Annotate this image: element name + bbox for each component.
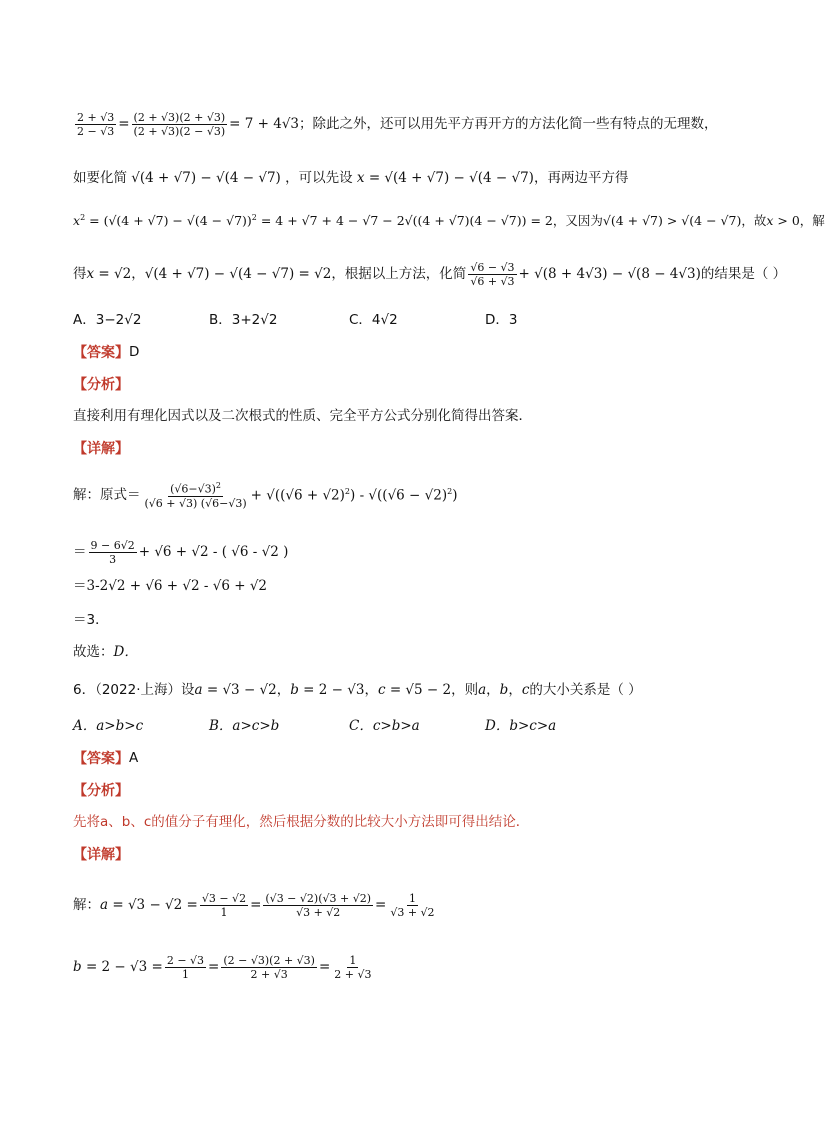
answer-value: A: [129, 750, 139, 767]
fraction: $\frac{√3 - √2}{1}$: [201, 892, 247, 919]
q5-option-d[interactable]: D．3: [485, 312, 518, 328]
q5-solution-1: 解：原式＝ $\frac{(√6-√3)^2}{(√6 + √3) (√6-√3)}$ + $√((√6 + √2)^2) - √((√6 - √2)^2)$: [73, 481, 458, 510]
q6-option-d[interactable]: D．b>c>a: [485, 718, 557, 734]
q5-option-b[interactable]: B．3+2√2: [209, 312, 278, 328]
q5-analysis-tag-line: [73, 378, 129, 392]
q6-detail-tag-line: [73, 848, 129, 862]
intro-text: ，解: [799, 212, 825, 228]
q5-answer-line: [73, 346, 139, 360]
q6-stem-prefix: 6．（2022·上海）设: [73, 682, 195, 698]
intro-line-1: $\frac{2 + √3}{2 - √3}$ = $\frac{(2 + √3)(2 + √3)}{(2 + √3)(2 - √3)}$ = 7 + 4√3 ；除此之外，还可以用先平方再开方的方法化简一些有特点的无理数，: [77, 111, 718, 138]
q6-analysis-tag-line: [73, 784, 129, 798]
intro-text: ；除此之外，还可以用先平方再开方的方法化简一些有特点的无理数，: [299, 115, 718, 132]
q6-options: [73, 720, 556, 734]
equals-sign: ＝: [73, 578, 87, 594]
solution-prefix: 解：: [73, 896, 100, 913]
answer-value: D: [129, 344, 140, 361]
q5-option-c[interactable]: C．4√2: [349, 312, 398, 328]
intro-text: ，再两边平方得: [533, 170, 629, 186]
detail-tag: 【详解】: [73, 847, 129, 863]
fraction: $\frac{(2 - √3)(2 + √3)}{2 + √3}$: [223, 954, 315, 981]
intro-text: 得: [73, 265, 87, 282]
q6-stem-end: 的大小关系是（ ）: [529, 682, 642, 698]
answer-tag: 【答案】: [73, 345, 129, 361]
q5-choice: [73, 646, 138, 660]
answer-tag: 【答案】: [73, 751, 129, 767]
q5-option-a[interactable]: A．3−2√2: [73, 312, 142, 328]
q5-solution-end: ＝3．: [73, 612, 109, 628]
q6-analysis: 先将a、b、c的值分子有理化，然后根据分数的比较大小方法即可得出结论．: [73, 814, 530, 830]
fraction: $\frac{(√6-√3)^2}{(√6 + √3) (√6-√3)}$: [144, 481, 247, 510]
q6-option-b[interactable]: B．a>c>b: [209, 718, 280, 734]
intro-line-3: $x^2 = (√(4 + √7) - √(4 - √7))^2 = 4 + √7 + 4 - √7 - 2√((4 + √7)(4 - √7)) = 2$ ，又因为 √(4 + √7) > √(4 − √7) ，故 x > 0 ，解: [73, 212, 825, 229]
q6-stem: 6．（2022·上海）设 a = √3 − √2 ， b = 2 − √3 ， c = √5 − 2 ，则 a，b，c 的大小关系是（ ）: [73, 682, 642, 698]
q6-solution-a: 解： a = √3 − √2 = $\frac{√3 - √2}{1}$ = $\frac{(√3 - √2)(√3 + √2)}{√3 + √2}$ = $\frac{1}{√3 + √2}$: [73, 892, 435, 919]
intro-line-2: 如要化简 √(4 + √7) − √(4 − √7) ，可以先设 x = √(4 + √7) − √(4 − √7) ，再两边平方得: [73, 170, 629, 186]
fraction: $\frac{1}{2 + √3}$: [334, 954, 372, 981]
q5-solution-2: ＝ $\frac{9 - 6√2}{3}$ + √6 + √2 - ( √6 - √2 ): [73, 539, 289, 566]
intro-text: ，根据以上方法，化简: [331, 265, 467, 282]
comma: ，: [276, 682, 291, 698]
fraction: $\frac{2 + √3}{2 - √3}$: [77, 111, 115, 138]
intro-text: 的结果是（ ）: [700, 265, 787, 282]
q5-detail-tag-line: [73, 442, 129, 456]
intro-text: 如要化简: [73, 170, 127, 186]
detail-tag: 【详解】: [73, 441, 129, 457]
fraction: $\frac{2 - √3}{1}$: [166, 954, 205, 981]
comma: ，: [364, 682, 378, 698]
fraction: $\frac{√6 - √3}{√6 + √3}$: [470, 261, 515, 288]
intro-text: ，又因为: [552, 212, 603, 228]
fraction: $\frac{1}{√3 + √2}$: [390, 892, 435, 919]
intro-text: ，故: [741, 212, 767, 228]
q5-options: [73, 314, 517, 328]
choice-prefix: 故选：: [73, 644, 114, 660]
fraction: $\frac{9 - 6√2}{3}$: [90, 539, 135, 566]
choice-value: D．: [113, 644, 138, 660]
q6-option-c[interactable]: C．c>b>a: [349, 718, 420, 734]
solution-prefix: 解：原式＝: [73, 486, 141, 503]
fraction: $\frac{(√3 - √2)(√3 + √2)}{√3 + √2}$: [265, 892, 372, 919]
q6-answer-line: [73, 752, 138, 766]
fraction: $\frac{(2 + √3)(2 + √3)}{(2 + √3)(2 - √3)}$: [133, 111, 226, 138]
intro-text: ，可以先设: [285, 170, 353, 186]
intro-line-4: 得 x = √2，√(4 + √7) − √(4 − √7) = √2 ，根据以上方法，化简 $\frac{√6 - √3}{√6 + √3}$ + √(8 + 4√3) − √(8 − 4√3) 的结果是（ ）: [73, 261, 787, 288]
comma-then: ，则: [451, 682, 479, 698]
analysis-tag: 【分析】: [73, 783, 129, 799]
analysis-tag: 【分析】: [73, 377, 129, 393]
q6-solution-b: b = 2 − √3 = $\frac{2 - √3}{1}$ = $\frac{(2 - √3)(2 + √3)}{2 + √3}$ = $\frac{1}{2 + √3}$: [73, 954, 372, 981]
q5-solution-3: ＝ 3-2√2 + √6 + √2 - √6 + √2: [73, 578, 268, 594]
q6-option-a[interactable]: A．a>b>c: [73, 718, 144, 734]
equals-sign: ＝: [73, 543, 87, 560]
q5-analysis: 直接利用有理化因式以及二次根式的性质、完全平方公式分别化简得出答案．: [73, 408, 532, 424]
